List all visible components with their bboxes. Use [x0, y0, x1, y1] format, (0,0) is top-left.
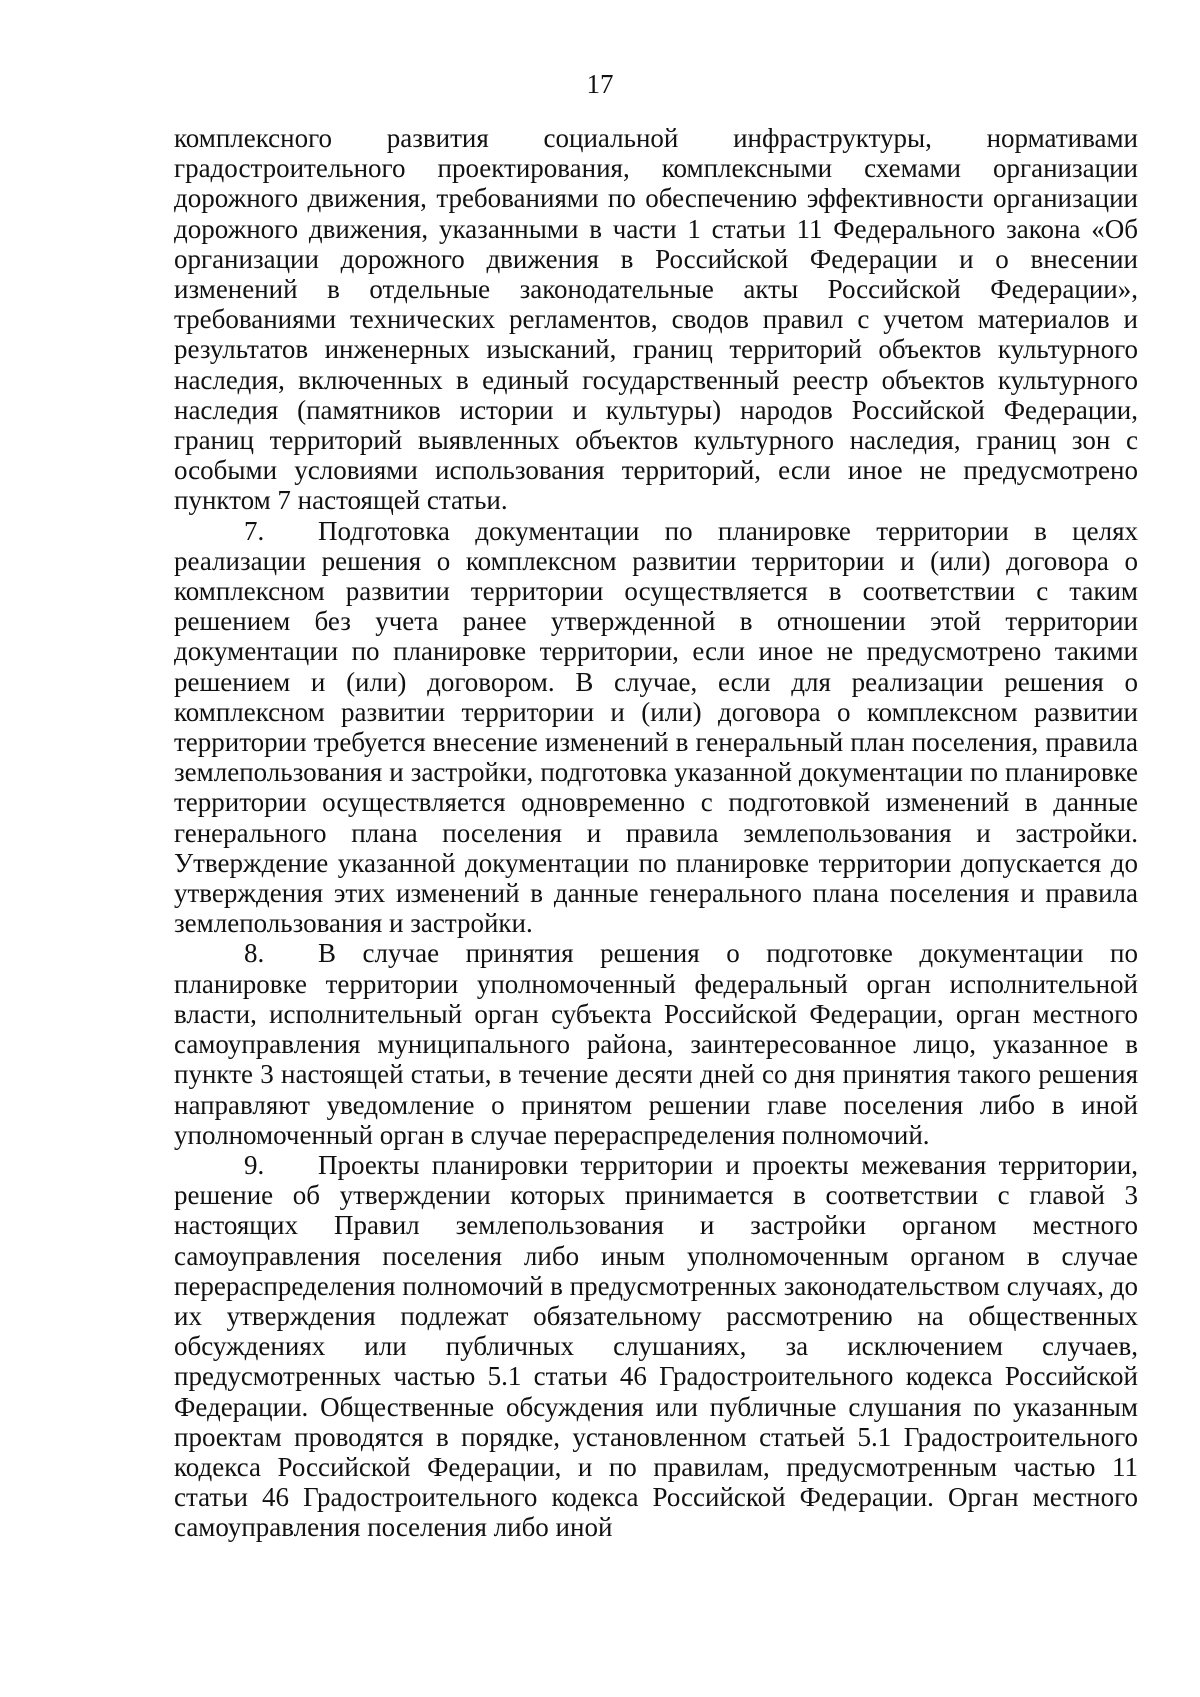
paragraph-8	[174, 938, 1138, 1149]
paragraph-text: В случае принятия решения о подготовке документации по планировке территории уполномоченный федеральный орган исполнительной власти, исполнительный орган субъекта Российской Федерации, орган местного самоуправления муниципального района, заинтересованное лицо, указанное в пункте 3 настоящей статьи, в течение десяти дней со дня принятия такого решения направляют уведомление о принятом решении главе поселения либо в иной уполномоченный орган в случае перераспределения полномочий.	[174, 938, 1138, 1150]
paragraph-continuation	[174, 123, 1138, 516]
paragraph-7	[174, 516, 1138, 939]
paragraph-text: комплексного развития социальной инфраструктуры, нормативами градостроительного проектирования, комплексными схемами организации дорожного движения, требованиями по обеспечению эффективности организации дорожного движения, указанными в части 1 статьи 11 Федерального закона «Об организации дорожного движения в Российской Федерации и о внесении изменений в отдельные законодательные акты Российской Федерации», требованиями технических регламентов, сводов правил с учетом материалов и результатов инженерных изысканий, границ территорий объектов культурного наследия, включенных в единый государственный реестр объектов культурного наследия (памятников истории и культуры) народов Российской Федерации, границ территорий выявленных объектов культурного наследия, границ зон с особыми условиями использования территорий, если иное не предусмотрено пунктом 7 настоящей статьи.	[174, 123, 1138, 516]
paragraph-text: Проекты планировки территории и проекты межевания территории, решение об утверждении которых принимается в соответствии с главой 3 настоящих Правил землепользования и застройки органом местного самоуправления поселения либо иным уполномоченным органом в случае перераспределения полномочий в предусмотренных законодательством случаях, до их утверждения подлежат обязательному рассмотрению на общественных обсуждениях или публичных слушаниях, за исключением случаев, предусмотренных частью 5.1 статьи 46 Градостроительного кодекса Российской Федерации. Общественные обсуждения или публичные слушания по указанным проектам проводятся в порядке, установленном статьей 5.1 Градостроительного кодекса Российской Федерации, и по правилам, предусмотренным частью 11 статьи 46 Градостроительного кодекса Российской Федерации. Орган местного самоуправления поселения либо иной	[174, 1149, 1138, 1543]
document-body	[174, 123, 1138, 1543]
paragraph-number: 7.	[244, 515, 265, 546]
paragraph-number: 8.	[244, 938, 265, 969]
paragraph-number: 9.	[244, 1149, 265, 1180]
paragraph-text: Подготовка документации по планировке территории в целях реализации решения о комплексном развитии территории и (или) договора о комплексном развитии территории осуществляется в соответствии с таким решением без учета ранее утвержденной в отношении этой территории документации по планировке территории, если иное не предусмотрено такими решением и (или) договором. В случае, если для реализации решения о комплексном развитии территории и (или) договора о комплексном развитии территории требуется внесение изменений в генеральный план поселения, правила землепользования и застройки, подготовка указанной документации по планировке территории осуществляется одновременно с подготовкой изменений в данные генерального плана поселения и правила землепользования и застройки. Утверждение указанной документации по планировке территории допускается до утверждения этих изменений в данные генерального плана поселения и правила землепользования и застройки.	[174, 515, 1138, 939]
page-number: 17	[586, 69, 614, 99]
paragraph-9	[174, 1150, 1138, 1543]
